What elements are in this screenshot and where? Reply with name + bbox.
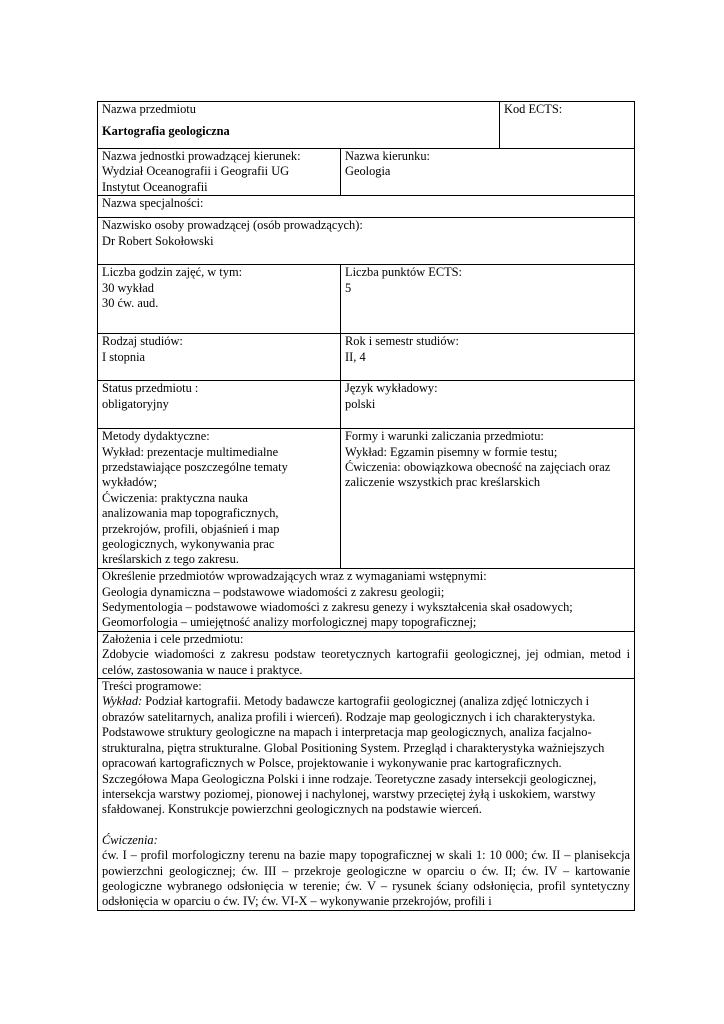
lecture-content xyxy=(102,694,630,817)
subject-label: Nazwa przedmiotu xyxy=(102,102,196,116)
lecturer-name: Dr Robert Sokołowski xyxy=(102,233,214,248)
specialty-row xyxy=(98,196,635,218)
prerequisites-cell xyxy=(98,569,635,632)
ects-code-label: Kod ECTS: xyxy=(504,102,563,116)
field-cell xyxy=(341,149,635,196)
study-type-value: I stopnia xyxy=(102,349,146,364)
methods-label: Metody dydaktyczne: xyxy=(102,429,210,444)
language-value: polski xyxy=(345,396,376,411)
goals-cell xyxy=(98,631,635,678)
field-value: Geologia xyxy=(345,164,391,179)
year-semester-value: II, 4 xyxy=(345,349,366,364)
methods-line: kreślarskich z tego zakresu. xyxy=(102,552,239,567)
subject-cell xyxy=(98,102,500,149)
field-label: Nazwa kierunku: xyxy=(345,149,430,163)
hours-lecture: 30 wykład xyxy=(102,280,154,295)
hours-label: Liczba godzin zajęć, w tym: xyxy=(102,265,243,280)
assessment-cell xyxy=(341,429,635,569)
methods-line: geologicznych, wykonywania prac xyxy=(102,537,275,552)
content-row xyxy=(98,679,635,911)
study-type-cell xyxy=(98,334,341,381)
unit-line1: Wydział Oceanografii i Geografii UG xyxy=(102,164,290,179)
year-semester-label: Rok i semestr studiów: xyxy=(345,334,459,349)
study-row xyxy=(98,334,635,381)
assessment-line: Wykład: Egzamin pisemny w formie testu; xyxy=(345,444,558,459)
assessment-line: zaliczenie wszystkich prac kreślarskich xyxy=(345,475,541,490)
content-label: Treści programowe: xyxy=(102,679,202,694)
subject-name: Kartografia geologiczna xyxy=(102,124,230,139)
exercises-text: ćw. I – profil morfologiczny terenu na bazie mapy topograficznej w skali 1: 10 000; ćw. II – planisekcja powierzchni geologicznej; ćw. III – przekroje geologiczne w oparciu o ćw. II; ćw. IV – kartowanie geologiczne wybranego odsłonięcia w terenie; ćw. V – rysunek ściany odsłonięcia, profil syntetyczny odsłonięcia w oparciu o ćw. IV; ćw. VI-X – wykonywanie przekrojów, profili i xyxy=(102,848,631,909)
lecture-heading: Wykład: xyxy=(102,694,143,709)
assessment-line: Ćwiczenia: obowiązkowa obecność na zajęciach oraz xyxy=(345,460,611,475)
lecturer-label: Nazwisko osoby prowadzącej (osób prowadzących): xyxy=(102,218,363,233)
status-label: Status przedmiotu : xyxy=(102,381,199,396)
methods-line: Ćwiczenia: praktyczna nauka xyxy=(102,490,248,505)
status-value: obligatoryjny xyxy=(102,396,169,411)
assessment-label: Formy i warunki zaliczania przedmiotu: xyxy=(345,429,544,444)
content-cell xyxy=(98,679,635,911)
prerequisites-line: Sedymentologia – podstawowe wiadomości z zakresu genezy i wykształcenia skał osadowych; xyxy=(102,600,573,615)
year-semester-cell xyxy=(341,334,635,381)
goals-text: Zdobycie wiadomości z zakresu podstaw teoretycznych kartografii geologicznej, jej odmian, metod i celów, zastosowania w nauce i praktyce. xyxy=(102,647,631,677)
methods-line: Wykład: prezentacje multimedialne xyxy=(102,444,279,459)
unit-cell xyxy=(98,149,341,196)
prerequisites-label: Określenie przedmiotów wprowadzających wraz z wymaganiami wstępnymi: xyxy=(102,569,487,584)
prerequisites-row xyxy=(98,569,635,632)
prerequisites-line: Geologia dynamiczna – podstawowe wiadomości z zakresu geologii; xyxy=(102,584,445,599)
status-row xyxy=(98,381,635,429)
methods-line: przekrojów, profili, objaśnień i map xyxy=(102,521,280,536)
language-cell xyxy=(341,381,635,429)
specialty-label: Nazwa specjalności: xyxy=(102,196,204,211)
hours-exercises: 30 ćw. aud. xyxy=(102,296,159,311)
prerequisites-line: Geomorfologia – umiejętność analizy morfologicznej mapy topograficznej; xyxy=(102,615,477,630)
methods-row xyxy=(98,429,635,569)
unit-label: Nazwa jednostki prowadzącej kierunek: xyxy=(102,149,301,163)
specialty-cell xyxy=(98,196,635,218)
methods-line: analizowania map topograficznych, xyxy=(102,506,279,521)
methods-cell xyxy=(98,429,341,569)
hours-row xyxy=(98,265,635,334)
ects-points-cell xyxy=(341,265,635,334)
subject-row xyxy=(98,102,635,149)
hours-cell xyxy=(98,265,341,334)
status-cell xyxy=(98,381,341,429)
unit-line2: Instytut Oceanografii xyxy=(102,179,208,194)
ects-points-label: Liczba punktów ECTS: xyxy=(345,265,463,280)
ects-code-cell xyxy=(500,102,635,149)
course-sheet-table xyxy=(97,101,635,911)
lecturer-row xyxy=(98,218,635,265)
study-type-label: Rodzaj studiów: xyxy=(102,334,183,349)
lecturer-cell xyxy=(98,218,635,265)
lecture-text: Podział kartografii. Metody badawcze kartografii geologicznej (analiza zdjęć lotniczych i obrazów satelitarnych, analiza profili i wierceń). Rodzaje map geologicznych i ich charakterystyka. Podstawowe struktury geologiczne na mapach i interpretacja map geologicznych, analiza facjalno-strukturalna, piętra strukturalne. Global Positioning System. Przegląd i charakterystyka ważniejszych opracowań kartograficznych w Polsce, projektowanie i wykonywanie prac kartograficznych. Szczegółowa Mapa Geologiczna Polski i inne rodzaje. Teoretyczne zasady intersekcji geologicznej, intersekcja warstwy poziomej, pionowej i nachylonej, warstwy przeciętej żyłą i uskokiem, warstwy sfałdowanej. Konstrukcje powierzchni geologicznych na podstawie wierceń. xyxy=(102,694,605,817)
ects-points-value: 5 xyxy=(345,280,352,295)
unit-row xyxy=(98,149,635,196)
exercises-heading: Ćwiczenia: xyxy=(102,832,158,847)
methods-line: przedstawiające poszczególne tematy xyxy=(102,460,288,475)
goals-row xyxy=(98,631,635,678)
goals-label: Założenia i cele przedmiotu: xyxy=(102,631,244,646)
methods-line: wykładów; xyxy=(102,475,158,490)
language-label: Język wykładowy: xyxy=(345,381,438,396)
